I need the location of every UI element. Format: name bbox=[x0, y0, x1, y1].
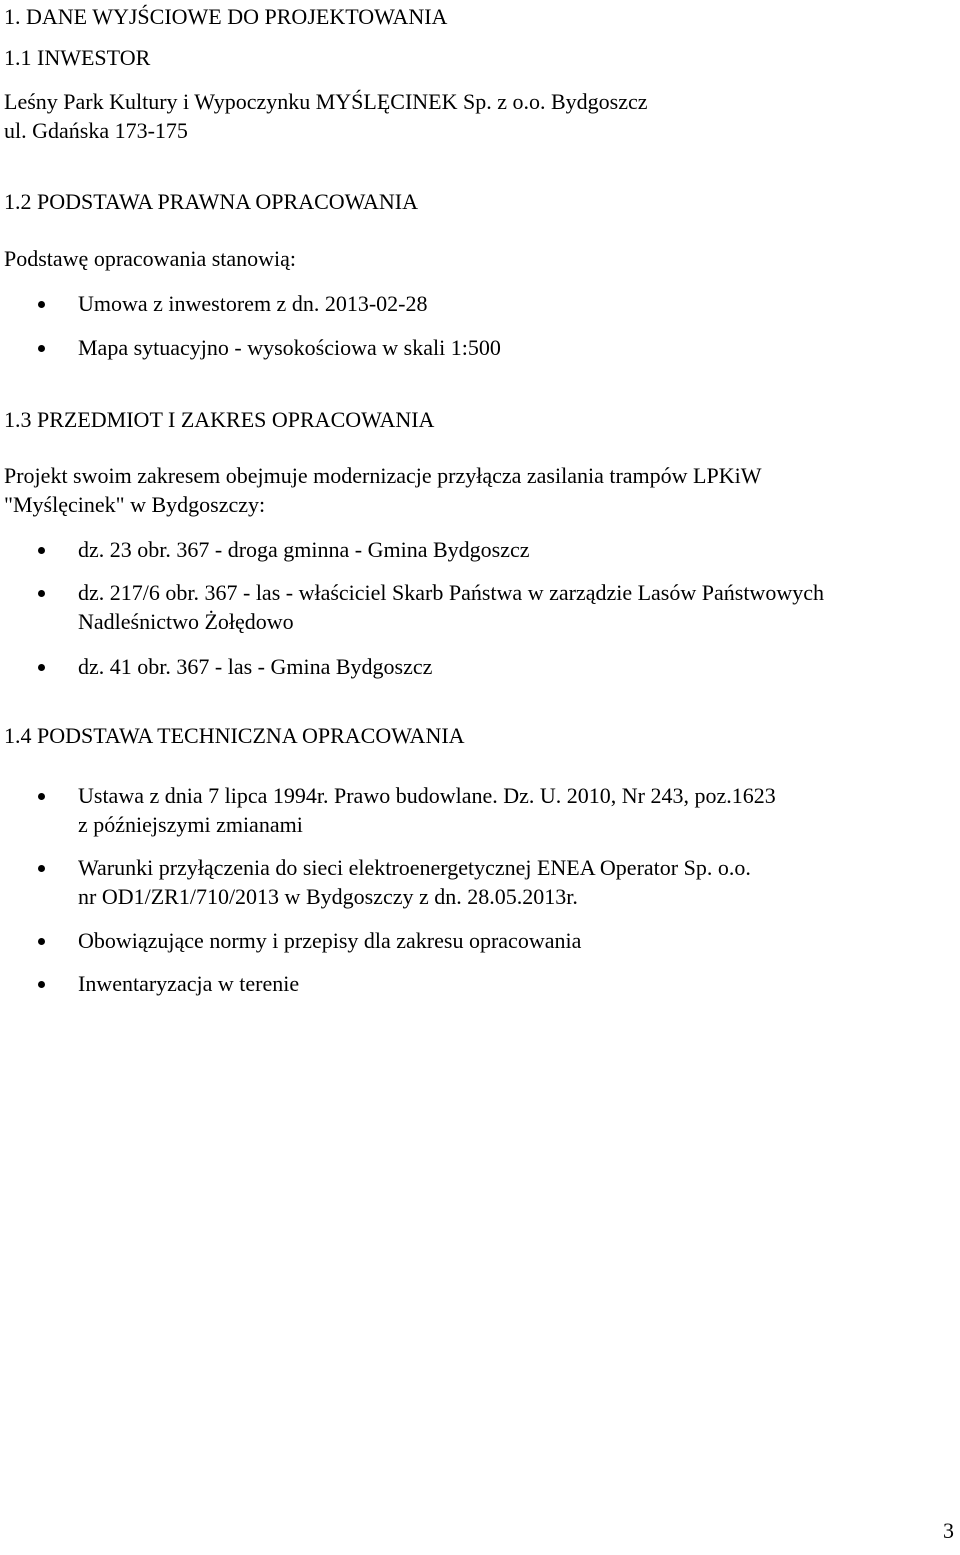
section-title-technical-basis: 1.4 PODSTAWA TECHNICZNA OPRACOWANIA bbox=[4, 723, 465, 748]
bullet-icon bbox=[38, 590, 45, 597]
bullet-icon bbox=[38, 938, 45, 945]
bullet-icon bbox=[38, 793, 45, 800]
section-title-investor: 1.1 INWESTOR bbox=[4, 45, 151, 70]
bullet-icon bbox=[38, 664, 45, 671]
legal-basis-item: Mapa sytuacyjno - wysokościowa w skali 1:500 bbox=[78, 335, 501, 360]
technical-basis-item-continuation: nr OD1/ZR1/710/2013 w Bydgoszczy z dn. 28.05.2013r. bbox=[78, 884, 578, 909]
scope-intro-line2: "Myślęcinek" w Bydgoszczy: bbox=[4, 492, 266, 517]
scope-item: dz. 41 obr. 367 - las - Gmina Bydgoszcz bbox=[78, 654, 433, 679]
investor-address: ul. Gdańska 173-175 bbox=[4, 118, 188, 143]
legal-basis-item: Umowa z inwestorem z dn. 2013-02-28 bbox=[78, 291, 428, 316]
bullet-icon bbox=[38, 301, 45, 308]
technical-basis-item-continuation: z późniejszymi zmianami bbox=[78, 812, 303, 837]
technical-basis-item: Warunki przyłączenia do sieci elektroenergetycznej ENEA Operator Sp. o.o. bbox=[78, 855, 751, 880]
page-number: 3 bbox=[943, 1518, 954, 1543]
bullet-icon bbox=[38, 981, 45, 988]
bullet-icon bbox=[38, 865, 45, 872]
section-title-legal-basis: 1.2 PODSTAWA PRAWNA OPRACOWANIA bbox=[4, 189, 418, 214]
bullet-icon bbox=[38, 345, 45, 352]
section-title-scope: 1.3 PRZEDMIOT I ZAKRES OPRACOWANIA bbox=[4, 407, 435, 432]
scope-intro-line1: Projekt swoim zakresem obejmuje modernizacje przyłącza zasilania trampów LPKiW bbox=[4, 463, 762, 488]
main-heading: 1. DANE WYJŚCIOWE DO PROJEKTOWANIA bbox=[4, 4, 448, 29]
technical-basis-item: Obowiązujące normy i przepisy dla zakresu opracowania bbox=[78, 928, 582, 953]
technical-basis-item: Inwentaryzacja w terenie bbox=[78, 971, 300, 996]
technical-basis-item: Ustawa z dnia 7 lipca 1994r. Prawo budowlane. Dz. U. 2010, Nr 243, poz.1623 bbox=[78, 783, 776, 808]
scope-item: dz. 23 obr. 367 - droga gminna - Gmina Bydgoszcz bbox=[78, 537, 530, 562]
legal-basis-intro: Podstawę opracowania stanowią: bbox=[4, 246, 297, 271]
scope-item: dz. 217/6 obr. 367 - las - właściciel Skarb Państwa w zarządzie Lasów Państwowych bbox=[78, 580, 824, 605]
bullet-icon bbox=[38, 547, 45, 554]
scope-item-continuation: Nadleśnictwo Żołędowo bbox=[78, 609, 294, 634]
investor-name: Leśny Park Kultury i Wypoczynku MYŚLĘCINEK Sp. z o.o. Bydgoszcz bbox=[4, 89, 648, 114]
